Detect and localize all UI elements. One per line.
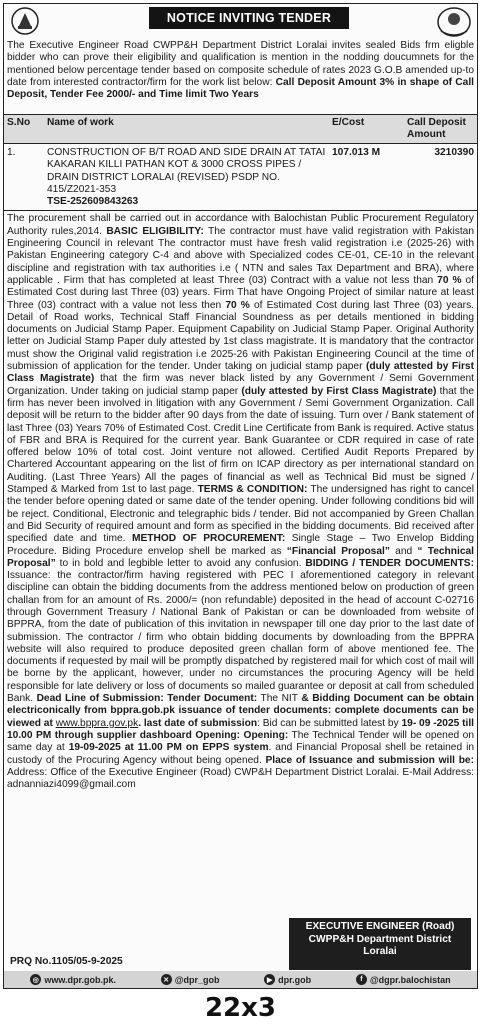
body-text: : Bid can be submitted latest by bbox=[257, 717, 402, 729]
body-text: The undersigned has right to cancel the tender before opening dated or same date of the tender opening. Under following conditions bid will be reject. Conditional, Electronic and telegraphic bids / tender. Bid not accompanied by Green Challan and Bid Security of required amount and form as specified in the bidding documents. Bid received after specified date and time. bbox=[7, 484, 474, 545]
header-sno: S.No bbox=[4, 115, 44, 144]
heading-terms-condition: TERMS & CONDITION: bbox=[197, 484, 308, 496]
intro-paragraph bbox=[4, 40, 477, 114]
body-bold: 70 % bbox=[437, 274, 462, 286]
row-deposit: 3210390 bbox=[434, 147, 474, 158]
body-bold: & Bidding Document can be obtain electriconically from bppra.gob.pk issuance of tender documents: complete documents can be viewed at bbox=[7, 693, 474, 729]
row-work-name: CONSTRUCTION OF B/T ROAD AND SIDE DRAIN AT TATAI KAKARAN KILLI PATHAN KOT & 3000 CROSS PIPES / DRAIN DISTRICT LORALAI (REVISED) PSDP NO. 415/Z2021-353 bbox=[47, 147, 326, 195]
heading-bidding-documents: BIDDING / TENDER DOCUMENTS: bbox=[305, 557, 474, 569]
terms-body bbox=[4, 211, 477, 871]
header-deposit: Call Deposit Amount bbox=[404, 115, 477, 144]
row-cost: 107.013 M bbox=[332, 147, 381, 158]
body-text: and bbox=[389, 545, 418, 557]
body-text: to in bold and legbible letter to avoid any confusion. bbox=[55, 557, 306, 569]
youtube-icon: ▶ bbox=[264, 974, 275, 985]
body-text: Address: Office of the Executive Engineer (Road) CWP&H Department District Loralai. E-Mail Address: adnanniazi4099@gmail.com bbox=[7, 766, 474, 791]
facebook-icon: f bbox=[356, 974, 367, 985]
body-bold: “ Technical Proposal” bbox=[7, 545, 474, 569]
footer-youtube[interactable] bbox=[264, 974, 311, 985]
body-text: The contractor must have valid registration with Pakistan Engineering Council in relevant The contractor must have fresh valid registration i.e (2025-26) with Pakistan Engineering category C-4 and above with Specialized codes CE-01, CE-10 in the relevant discipline and registration with tax authorities i.e ( NTN and sales Tax Department and BRA), where applicable . Firm that has completed at least Three (03) Contract with a value not less than bbox=[7, 225, 474, 286]
heading-dead-line: Dead Line of Submission: Tender Document: bbox=[36, 693, 258, 705]
globe-icon: ◎ bbox=[30, 974, 41, 985]
footer-facebook-text: @dgpr.balochistan bbox=[369, 974, 451, 985]
intro-bold-terms: Call Deposit Amount 3% in shape of Call Deposit, Tender Fee 2000/- and Time limit Two Years bbox=[7, 76, 474, 101]
body-text: of Estimated Cost during last Three (03) years. Firm That have Ongoing Project of similar nature at least Three (03) contract with a value not less then bbox=[7, 274, 474, 311]
body-bold: “Financial Proposal” bbox=[286, 545, 390, 557]
footer-youtube-text: dpr.gob bbox=[278, 974, 312, 985]
footer-web-text: www.dpr.gob.pk. bbox=[44, 974, 117, 985]
row-work bbox=[44, 144, 329, 211]
x-icon: ✕ bbox=[161, 974, 172, 985]
body-bold: 70 % bbox=[225, 299, 250, 311]
body-bold: 19- 09 -2025 till 10.00 PM through supplier dashboard bbox=[7, 717, 474, 741]
body-text: Single Stage – Two Envelop Bidding Procedure. Biding Procedure envelop shell be marked as bbox=[7, 533, 474, 557]
row-sno: 1. bbox=[7, 147, 16, 158]
heading-method-of-procurement: METHOD OF PROCUREMENT: bbox=[131, 533, 286, 545]
government-emblem-icon bbox=[10, 6, 40, 36]
notice-title: NOTICE INVITING TENDER bbox=[149, 7, 349, 29]
body-text: The NIT bbox=[257, 693, 302, 705]
body-text: Issuance: the contractor/firm having registered with PEC I aforementioned category in relevant discipline can obtain the bidding documents from the address mentioned below on production of green challan from for an amount of Rs. 2000/= (non refundable) deposited in the head of account C-02716 through Government Treasury / National Bank of Pakistan or can be downloaded from website of BPPRA, from the date of publication of this invitation in newspaper till one day prior to the last date of submission. The contractor / firm who obtain bidding documents by downloading from the BPPRA website will also required to produce deposited green challan form of above mentioned fee. The documents if requested by mail will be promptly dispatched by registered mail for which cost of mail will be borne by the applicant, however, under no circumstances the procuring Agency will be held responsible for late delivery or loss of documents so mailed guarantee or deposit at call from scheduled Bank. bbox=[7, 570, 474, 705]
signature-line-2: CWPP&H Department District bbox=[308, 933, 452, 945]
signature-block bbox=[289, 918, 471, 970]
body-bold: 19-09-2025 at 11.00 PM on EPPS system bbox=[68, 742, 269, 754]
heading-basic-eligibility: BASIC ELIGIBILITY: bbox=[106, 225, 204, 237]
body-bold: Opening: Opening: bbox=[195, 729, 289, 741]
body-bold: (duly attested by First Class Magistrate) bbox=[7, 361, 474, 385]
works-table-header bbox=[4, 115, 477, 144]
tender-notice bbox=[3, 3, 478, 989]
body-text: . and Financial Proposal shell be retained in custody of the Procuring Agency without being opened. bbox=[7, 742, 474, 766]
footer-web[interactable] bbox=[30, 974, 116, 985]
footer-x-text: @dpr_gob bbox=[174, 974, 220, 985]
notice-header bbox=[4, 4, 477, 40]
balochistan-seal-icon bbox=[435, 5, 473, 39]
body-text: that the firm was never black listed by any Government / Semi Government Organization. Under taking on judicial stamp paper bbox=[7, 373, 474, 397]
ad-size-label: 22x3 bbox=[204, 993, 277, 1023]
footer-bar bbox=[4, 971, 477, 988]
body-bold: (duly attested by First Class Magistrate) bbox=[241, 385, 437, 397]
bppra-link[interactable]: www.bppra.gov.pk bbox=[55, 717, 139, 729]
body-bold: . last date of submission bbox=[138, 717, 258, 729]
intro-text: The Executive Engineer Road CWPP&H Department District Loralai invites sealed Bids frm eligble bidder who can prove their eligibility and qualification is mention in the nodding doucumnets for the mentioned below percentage tender based on composite schedule of rates 2023 G.O.B amended up-to date from interested contractor/firm for the work list below: bbox=[7, 40, 474, 88]
header-cost: E/Cost bbox=[329, 115, 404, 144]
body-text: The Technical Tender will be opened on same day at bbox=[7, 729, 474, 754]
body-text: of Estimated Cost during last Three (03) years. Detail of Road works, Technical Staff Financial Soundness as per details mentioned in bidding documents on Judicial Stamp Paper. Equipment Capability on Judicial Stamp Paper. Original Authority letter on Judicial Stamp Paper duly attested by 1st class magistrate. It is mandatory that the contractor must show the Original valid registration i.e 2025-26 with Pakistan Engineering Council at the time of submission of application for the tender. Under taking on judicial stamp paper bbox=[7, 299, 474, 373]
works-table bbox=[4, 114, 477, 211]
header-work: Name of work bbox=[44, 115, 329, 144]
prq-number: PRQ No.1105/05-9-2025 bbox=[10, 956, 123, 967]
footer-facebook[interactable] bbox=[356, 974, 451, 985]
body-bold: Place of Issuance and submission will be: bbox=[265, 754, 474, 766]
body-text: The procurement shall be carried out in accordance with Balochistan Public Procurement Regulatory Authority rules,2014. bbox=[7, 213, 474, 237]
signature-line-1: EXECUTIVE ENGINEER (Road) bbox=[305, 921, 455, 932]
footer-x[interactable] bbox=[161, 974, 220, 985]
row-tse: TSE-252609843263 bbox=[47, 196, 139, 208]
signature-line-3: Loralai bbox=[363, 946, 397, 957]
body-text: that the firm has never been involved in litigation with any Government / Semi Government Organization. Call deposit will be return to the bidder after 90 days from the date of issuing. Turn over / Bank statement of last Three (03) Years 70% of Estimated Cost. Credit Line Certificate from Bank is required. Active status of FBR and BRA is Required for the current year. Bank Guarantee or CDR required in case of rate offered below 10% of total cost. Joint venture not allowed. Certified Audit Reports Prepared by Chartered Accountant appearing on the list of firm on ICAP directory as per international standard on Auditing. (Last Three Years) All the pages of financial as well as Technical Bid must be signed / Stamped & Marked from 1st to last page. bbox=[7, 385, 474, 496]
table-row bbox=[4, 144, 477, 211]
